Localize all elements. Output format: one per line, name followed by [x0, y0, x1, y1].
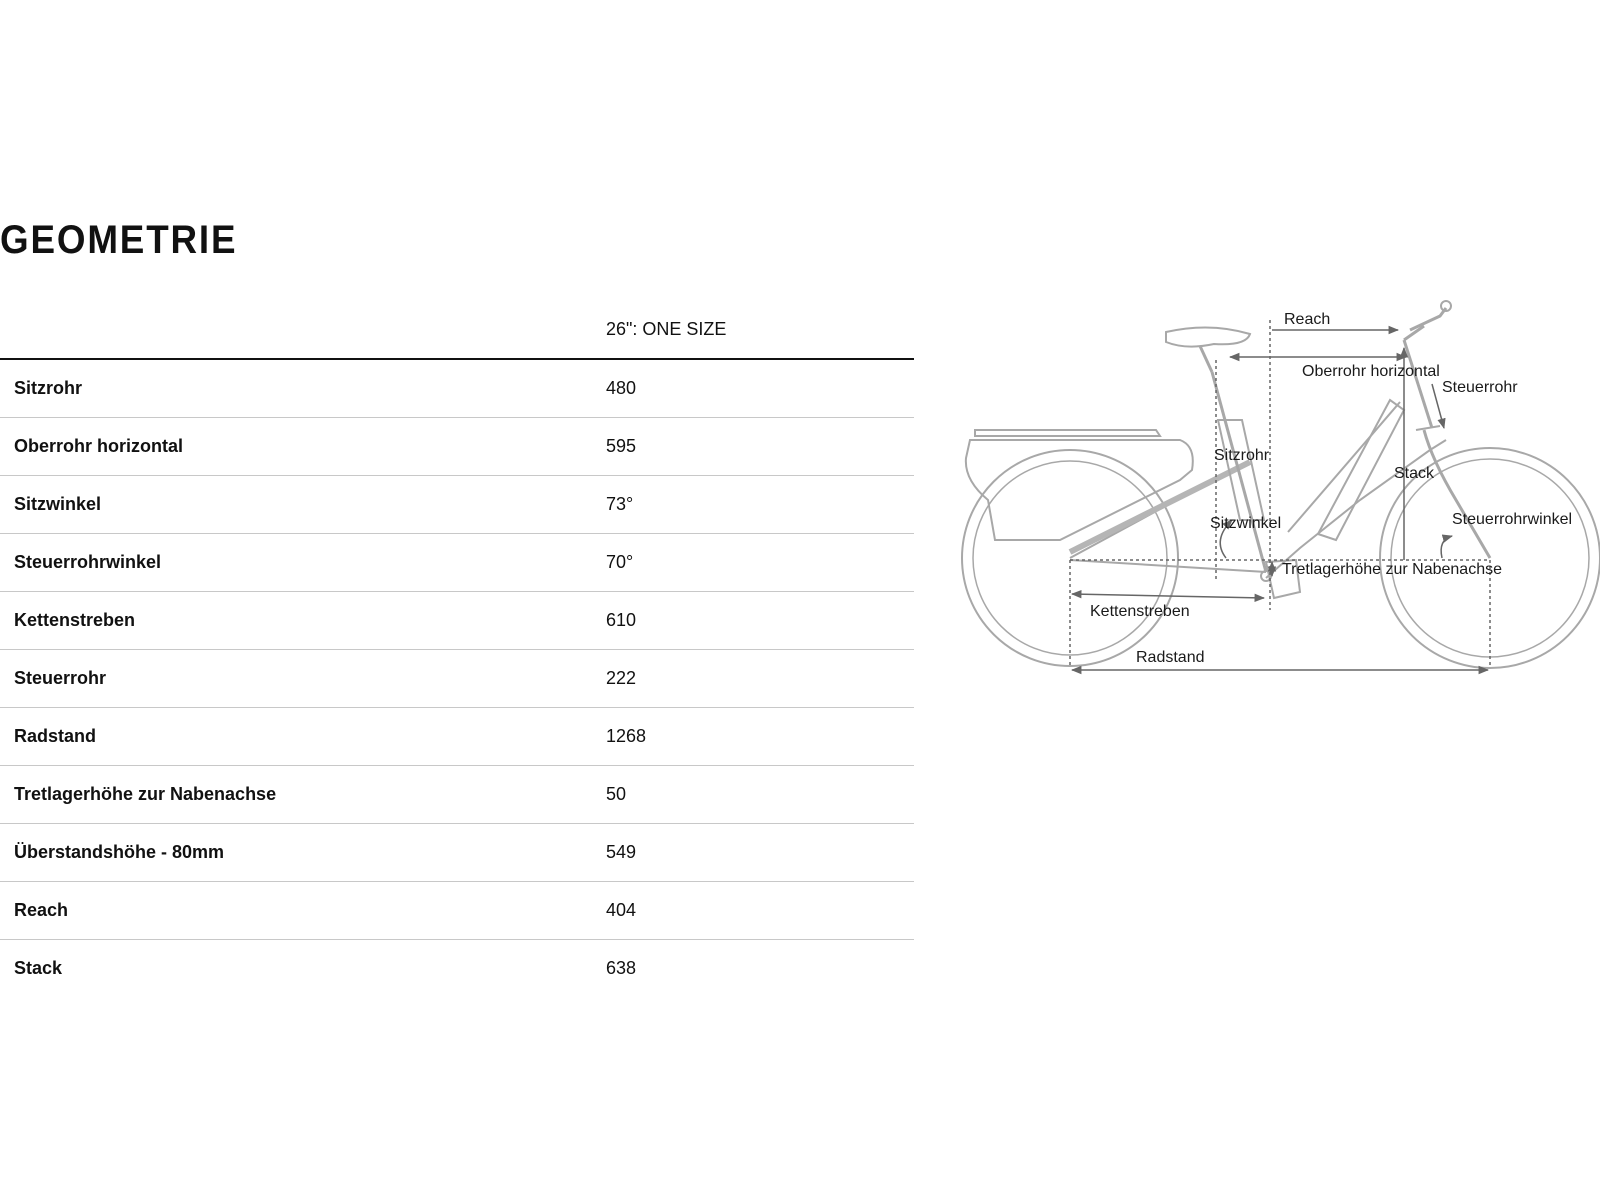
row-label: Steuerrohr	[0, 650, 606, 708]
rear-rack	[975, 430, 1160, 436]
table-row	[0, 359, 914, 418]
down-tube	[1266, 440, 1446, 578]
row-value: 595	[606, 418, 914, 476]
table-row	[0, 708, 914, 766]
row-value: 549	[606, 824, 914, 882]
label-stack: Stack	[1394, 465, 1435, 482]
row-value: 222	[606, 650, 914, 708]
table-header-row	[0, 300, 914, 359]
steuerrohrwinkel-arc	[1441, 536, 1452, 558]
label-steuerrohrwinkel: Steuerrohrwinkel	[1452, 511, 1573, 528]
label-column-header	[0, 300, 606, 359]
bike-geometry-diagram	[954, 296, 1600, 676]
label-sitzwinkel: Sitzwinkel	[1210, 515, 1282, 532]
table-row	[0, 882, 914, 940]
row-label: Kettenstreben	[0, 592, 606, 650]
head-tube	[1404, 340, 1432, 428]
saddle	[1166, 327, 1250, 346]
chainstay	[1070, 560, 1266, 572]
label-kettenstreben: Kettenstreben	[1090, 603, 1190, 620]
row-value: 50	[606, 766, 914, 824]
row-value: 480	[606, 359, 914, 418]
label-reach: Reach	[1284, 311, 1331, 328]
geometry-table	[0, 300, 914, 997]
rear-frame-tube	[1070, 462, 1250, 552]
row-value: 610	[606, 592, 914, 650]
row-label: Steuerrohrwinkel	[0, 534, 606, 592]
row-label: Sitzrohr	[0, 359, 606, 418]
table-row	[0, 534, 914, 592]
kettenstreben-arrow	[1072, 594, 1264, 598]
table-row	[0, 650, 914, 708]
table-row	[0, 940, 914, 998]
battery	[1318, 400, 1404, 540]
row-value: 1268	[606, 708, 914, 766]
table-row	[0, 592, 914, 650]
row-label: Sitzwinkel	[0, 476, 606, 534]
size-column-header: 26": ONE SIZE	[606, 300, 914, 359]
row-value: 73°	[606, 476, 914, 534]
row-value: 70°	[606, 534, 914, 592]
row-label: Tretlagerhöhe zur Nabenachse	[0, 766, 606, 824]
seatpost	[1200, 346, 1212, 372]
row-value: 404	[606, 882, 914, 940]
row-label: Reach	[0, 882, 606, 940]
label-steuerrohr: Steuerrohr	[1442, 379, 1518, 396]
label-tretlager: Tretlagerhöhe zur Nabenachse	[1282, 561, 1502, 578]
label-oberrohr: Oberrohr horizontal	[1302, 363, 1440, 380]
label-radstand: Radstand	[1136, 649, 1205, 666]
table-row	[0, 824, 914, 882]
page-title: GEOMETRIE	[0, 218, 238, 262]
label-sitzrohr: Sitzrohr	[1214, 447, 1270, 464]
row-label: Stack	[14, 958, 63, 978]
seat-tube-shell	[1218, 420, 1264, 520]
row-value: 638	[606, 958, 637, 978]
bike-illustration	[962, 301, 1600, 668]
row-label: Überstandshöhe - 80mm	[0, 824, 606, 882]
table-row	[0, 766, 914, 824]
row-label: Oberrohr horizontal	[0, 418, 606, 476]
table-row	[0, 476, 914, 534]
row-label: Radstand	[0, 708, 606, 766]
fork-crown	[1416, 426, 1440, 430]
handlebar	[1410, 308, 1446, 330]
table-row	[0, 418, 914, 476]
